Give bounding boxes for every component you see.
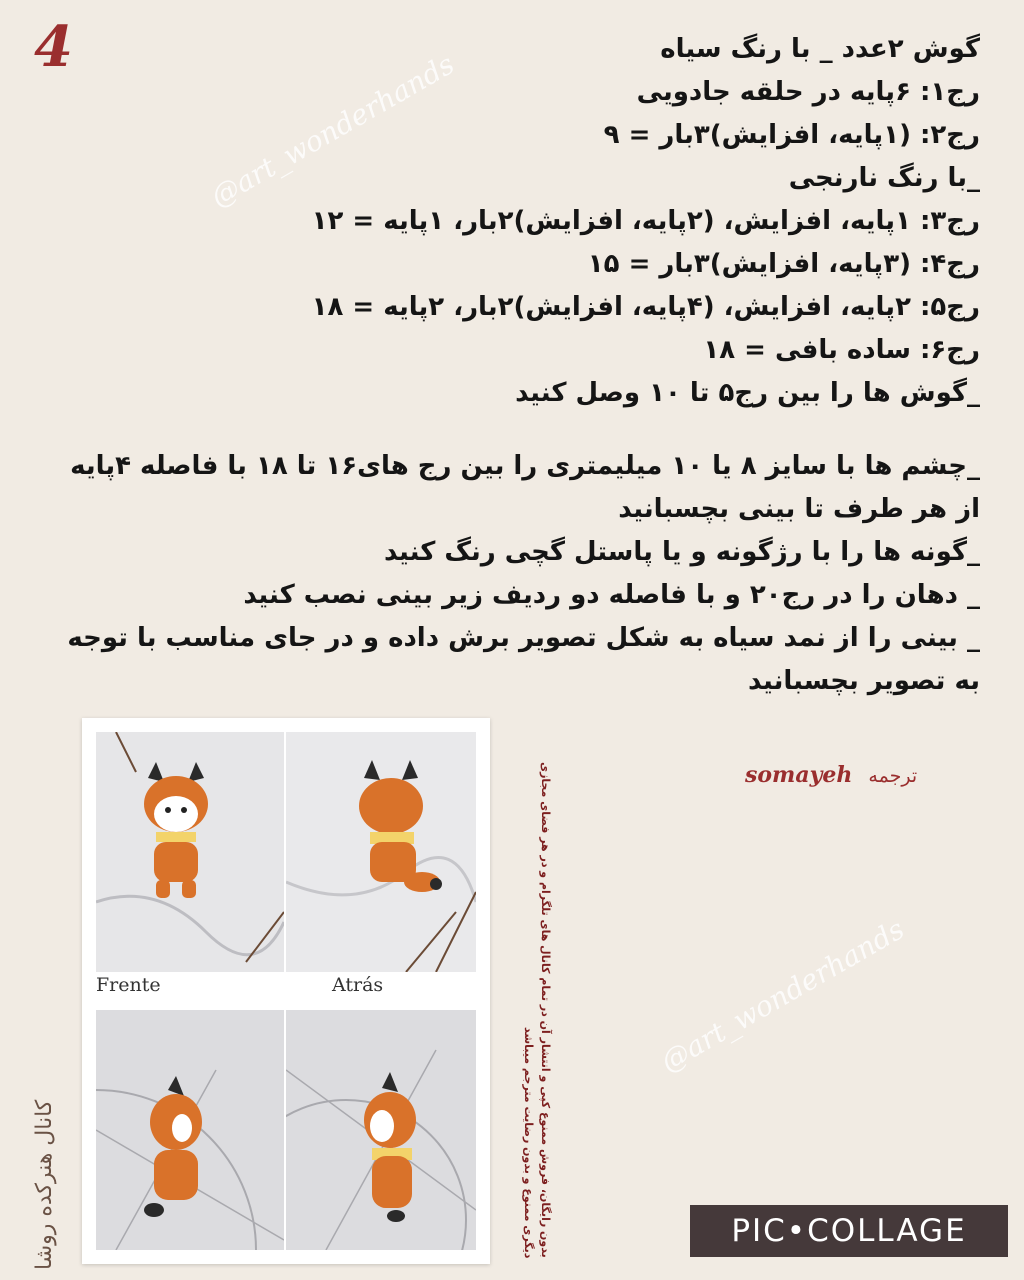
fox-side-photo-right (286, 1010, 476, 1250)
photo-collage (82, 718, 490, 1264)
instruction-line: رج۱: ۶پایه در حلقه جادویی (636, 77, 980, 107)
fox-back-photo (286, 732, 476, 972)
instruction-line: _با رنگ نارنجی (788, 163, 980, 193)
note-line: _ دهان را در رج۲۰ و با فاصله دو ردیف زیر بینی نصب کنید (243, 580, 980, 610)
fox-front-photo (96, 732, 284, 972)
channel-name: کانال هنرکده روشا (32, 1099, 57, 1270)
photo-caption-front: Frente (96, 974, 161, 996)
instruction-line: رج۲: (۱پایه، افزایش)۳بار = ۹ (603, 120, 980, 150)
watermark-text: @art_wonderhands (205, 47, 460, 214)
instruction-line: رج۴: (۳پایه، افزایش)۳بار = ۱۵ (587, 249, 980, 279)
page-number: 4 (34, 14, 73, 80)
instruction-line: رج۳: ۱پایه، افزایش، (۲پایه، افزایش)۲بار، ۱پایه = ۱۲ (311, 206, 980, 236)
note-line: _چشم ها با سایز ۸ یا ۱۰ میلیمتری را بین رج های۱۶ تا ۱۸ با فاصله ۴پایه از هر طرف تا بینی بچسبانید (70, 451, 980, 524)
pattern-instructions (60, 28, 980, 703)
translator-credit (745, 762, 917, 788)
photo-caption-back: Atrás (332, 974, 384, 996)
watermark-text-2: @art_wonderhands (655, 912, 910, 1079)
note-line: _ بینی را از نمد سیاه به شکل تصویر برش داده و در جای مناسب با توجه به تصویر بچسبانید (67, 623, 980, 696)
copyright-notice: بدون رایگان، فروش ممنوع کپی و انتشار آن در تمام کانال های تلگرام و در هر فضای مجازی دیگری ممنوع و بدون رضایت مترجم میباشد (522, 762, 552, 1258)
instruction-line: _گوش ها را بین رج۵ تا ۱۰ وصل کنید (515, 378, 980, 408)
piccollage-logo: PIC•COLLAGE (690, 1205, 1008, 1257)
translator-name: somayeh (745, 762, 853, 788)
fox-side-photo-left (96, 1010, 284, 1250)
instruction-line: رج۵: ۲پایه، افزایش، (۴پایه، افزایش)۲بار، ۲پایه = ۱۸ (311, 292, 980, 322)
instruction-line: گوش ۲عدد _ با رنگ سیاه (660, 34, 980, 64)
translator-label: ترجمه (868, 765, 918, 787)
instruction-line: رج۶: ساده بافی = ۱۸ (703, 335, 980, 365)
note-line: _گونه ها را با رژگونه و یا پاستل گچی رنگ کنید (383, 537, 980, 567)
